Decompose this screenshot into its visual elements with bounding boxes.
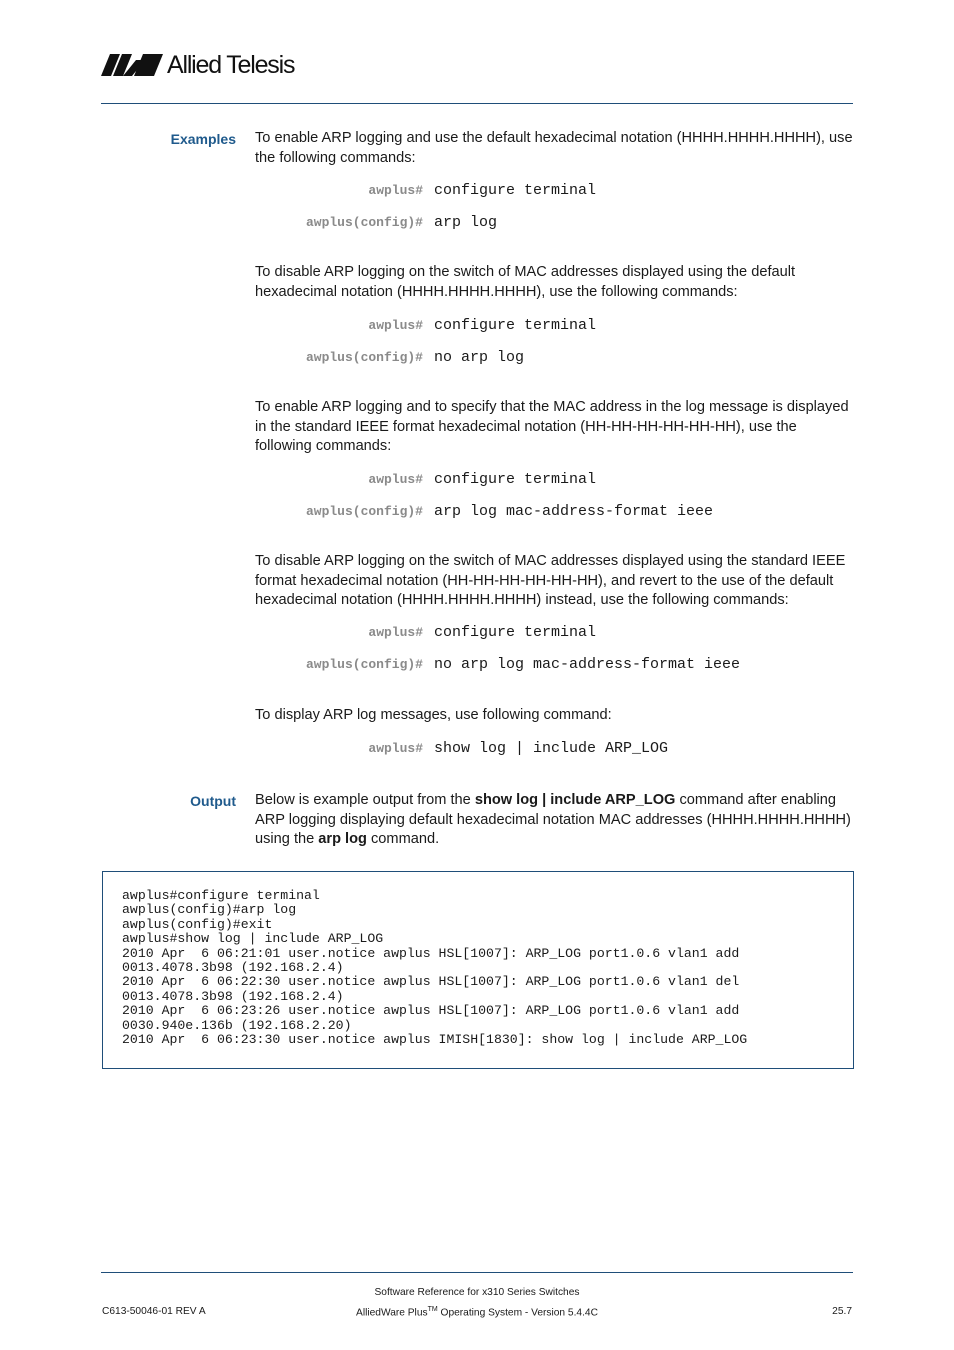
command-prompt: awplus# [368,625,423,640]
command-text: configure terminal [434,182,597,199]
command-prompt: awplus# [368,741,423,756]
command-line [0,348,954,368]
allied-telesis-logo [101,50,294,80]
command-text: arp log mac-address-format ieee [434,503,714,520]
command-prompt: awplus(config)# [305,657,423,672]
command-prompt: awplus# [368,318,423,333]
console-output-box [102,871,854,1069]
command-line [0,655,954,675]
example-intro-5: To display ARP log messages, use following command: [255,707,612,723]
console-output: awplus#configure terminal awplus(config)#arp log awplus(config)#exit awplus#show log | include ARP_LOG 2010 Apr 6 06:21:01 user.notice awplus HSL[1007]: ARP_LOG port1.0.6 vlan1 add 0013.4078.3b98 (192.168.2.4) 2010 Apr 6 06:22:30 user.notice awplus HSL[1007]: ARP_LOG port1.0.6 vlan1 del 0013.4078.3b98 (192.168.2.4) 2010 Apr 6 06:23:26 user.notice awplus HSL[1007]: ARP_LOG port1.0.6 vlan1 add 0030.940e.136b (192.168.2.20) 2010 Apr 6 06:23:30 user.notice awplus IMISH[1830]: show log | include ARP_LOG [122,888,748,1048]
command-line [0,316,954,336]
output-text-before: Below is example output from the [255,792,475,808]
output-text-after: command. [366,831,440,847]
output-text-middle: command after enabling ARP logging displaying default hexadecimal notation MAC addresses (HHHH.HHHH.HHHH) using the [255,792,851,847]
command-text: configure terminal [434,624,597,641]
command-line [0,181,954,201]
command-text: no arp log [434,349,525,366]
examples-label: Examples [170,131,236,147]
command-line [0,623,954,643]
command-text: configure terminal [434,317,597,334]
allied-telesis-logo-mark-icon [101,54,163,76]
footer-doc-id: C613-50046-01 REV A [102,1306,206,1317]
command-text: configure terminal [434,471,597,488]
footer-title: Software Reference for x310 Series Switches [374,1287,580,1298]
output-bold-command: show log | include ARP_LOG [474,792,676,808]
brand-name: Allied Telesis [167,51,295,79]
output-bold-arp-log: arp log [318,831,367,847]
command-line [0,213,954,233]
footer-product [0,1306,954,1318]
footer-product-name: AlliedWare Plus [356,1307,428,1319]
command-line [0,470,954,490]
example-intro-2: To disable ARP logging on the switch of MAC addresses displayed using the default hexadecimal notation (HHHH.HHHH.HHHH), use the following commands: [255,264,796,300]
command-prompt: awplus(config)# [305,215,423,230]
command-prompt: awplus(config)# [305,504,423,519]
example-intro-4: To disable ARP logging on the switch of MAC addresses displayed using the standard IEEE format hexadecimal notation (HH-HH-HH-HH-HH-HH), and revert to the use of the default hexadecimal notation (HHHH.HHHH.HHHH) instead, use the following commands: [255,553,846,608]
command-line [0,502,954,522]
output-description [255,791,855,850]
example-intro-3: To enable ARP logging and to specify that the MAC address in the log message is displayed in the standard IEEE format hexadecimal notation (HH-HH-HH-HH-HH-HH), use the following commands: [255,399,849,454]
example-intro-1: To enable ARP logging and use the default hexadecimal notation (HHHH.HHHH.HHHH), use the following commands: [255,130,853,166]
command-text: arp log [434,214,498,231]
header-rule [101,103,853,104]
footer-page-number: 25.7 [832,1306,852,1317]
footer-version: Operating System - Version 5.4.4C [437,1307,598,1319]
command-prompt: awplus(config)# [305,350,423,365]
command-text: show log | include ARP_LOG [434,740,669,757]
footer-rule [101,1272,853,1273]
output-label: Output [190,793,236,809]
command-prompt: awplus# [368,183,423,198]
command-text: no arp log mac-address-format ieee [434,656,741,673]
command-line [0,739,954,759]
command-prompt: awplus# [368,472,423,487]
footer-trademark: TM [427,1306,438,1313]
